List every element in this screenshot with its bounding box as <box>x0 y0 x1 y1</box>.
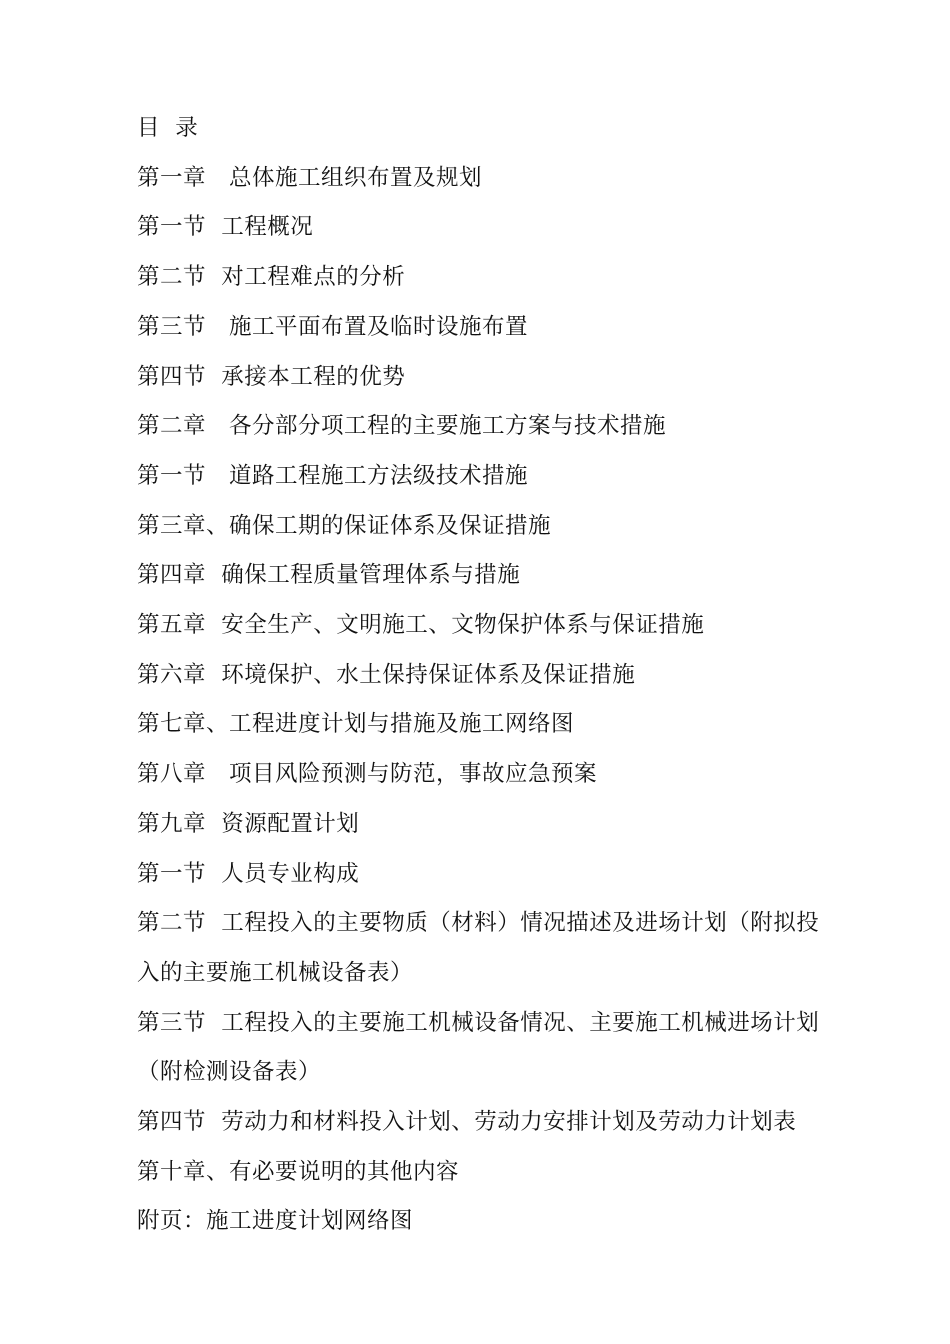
toc-entry-chapter-9: 第九章 资源配置计划 <box>137 810 360 837</box>
toc-entry-ch9-section-3: 第三节 工程投入的主要施工机械设备情况、主要施工机械进场计划 <box>137 1009 820 1036</box>
toc-entry-ch1-section-1: 第一节 工程概况 <box>137 214 314 241</box>
toc-entry-ch9-section-2: 第二节 工程投入的主要物质（材料）情况描述及进场计划（附拟投 <box>137 910 820 937</box>
toc-entry-chapter-3: 第三章、确保工期的保证体系及保证措施 <box>137 512 552 539</box>
toc-entry-chapter-4: 第四章 确保工程质量管理体系与措施 <box>137 562 521 589</box>
toc-entry-chapter-10: 第十章、有必要说明的其他内容 <box>137 1158 460 1185</box>
toc-entry-chapter-5: 第五章 安全生产、文明施工、文物保护体系与保证措施 <box>137 612 705 639</box>
toc-entry-chapter-8: 第八章 项目风险预测与防范，事故应急预案 <box>137 761 597 788</box>
toc-entry-ch9-section-2-cont: 入的主要施工机械设备表） <box>137 959 414 986</box>
toc-entry-chapter-1: 第一章 总体施工组织布置及规划 <box>137 164 482 191</box>
table-of-contents <box>137 104 862 1247</box>
toc-entry-ch9-section-1: 第一节 人员专业构成 <box>137 860 360 887</box>
toc-entry-ch9-section-3-cont: （附检测设备表） <box>137 1059 322 1086</box>
toc-entry-ch1-section-3: 第三节 施工平面布置及临时设施布置 <box>137 313 528 340</box>
toc-entry-ch9-section-4: 第四节 劳动力和材料投入计划、劳动力安排计划及劳动力计划表 <box>137 1109 797 1136</box>
toc-entry-ch2-section-1: 第一节 道路工程施工方法级技术措施 <box>137 462 528 489</box>
toc-entry-chapter-6: 第六章 环境保护、水土保持保证体系及保证措施 <box>137 661 636 688</box>
toc-entry-chapter-2: 第二章 各分部分项工程的主要施工方案与技术措施 <box>137 413 666 440</box>
toc-entry-ch1-section-2: 第二节 对工程难点的分析 <box>137 264 406 291</box>
toc-entry-chapter-7: 第七章、工程进度计划与措施及施工网络图 <box>137 711 575 738</box>
toc-heading: 目 录 <box>137 115 199 141</box>
toc-entry-appendix: 附页：施工进度计划网络图 <box>137 1208 414 1235</box>
toc-entry-ch1-section-4: 第四节 承接本工程的优势 <box>137 363 406 390</box>
